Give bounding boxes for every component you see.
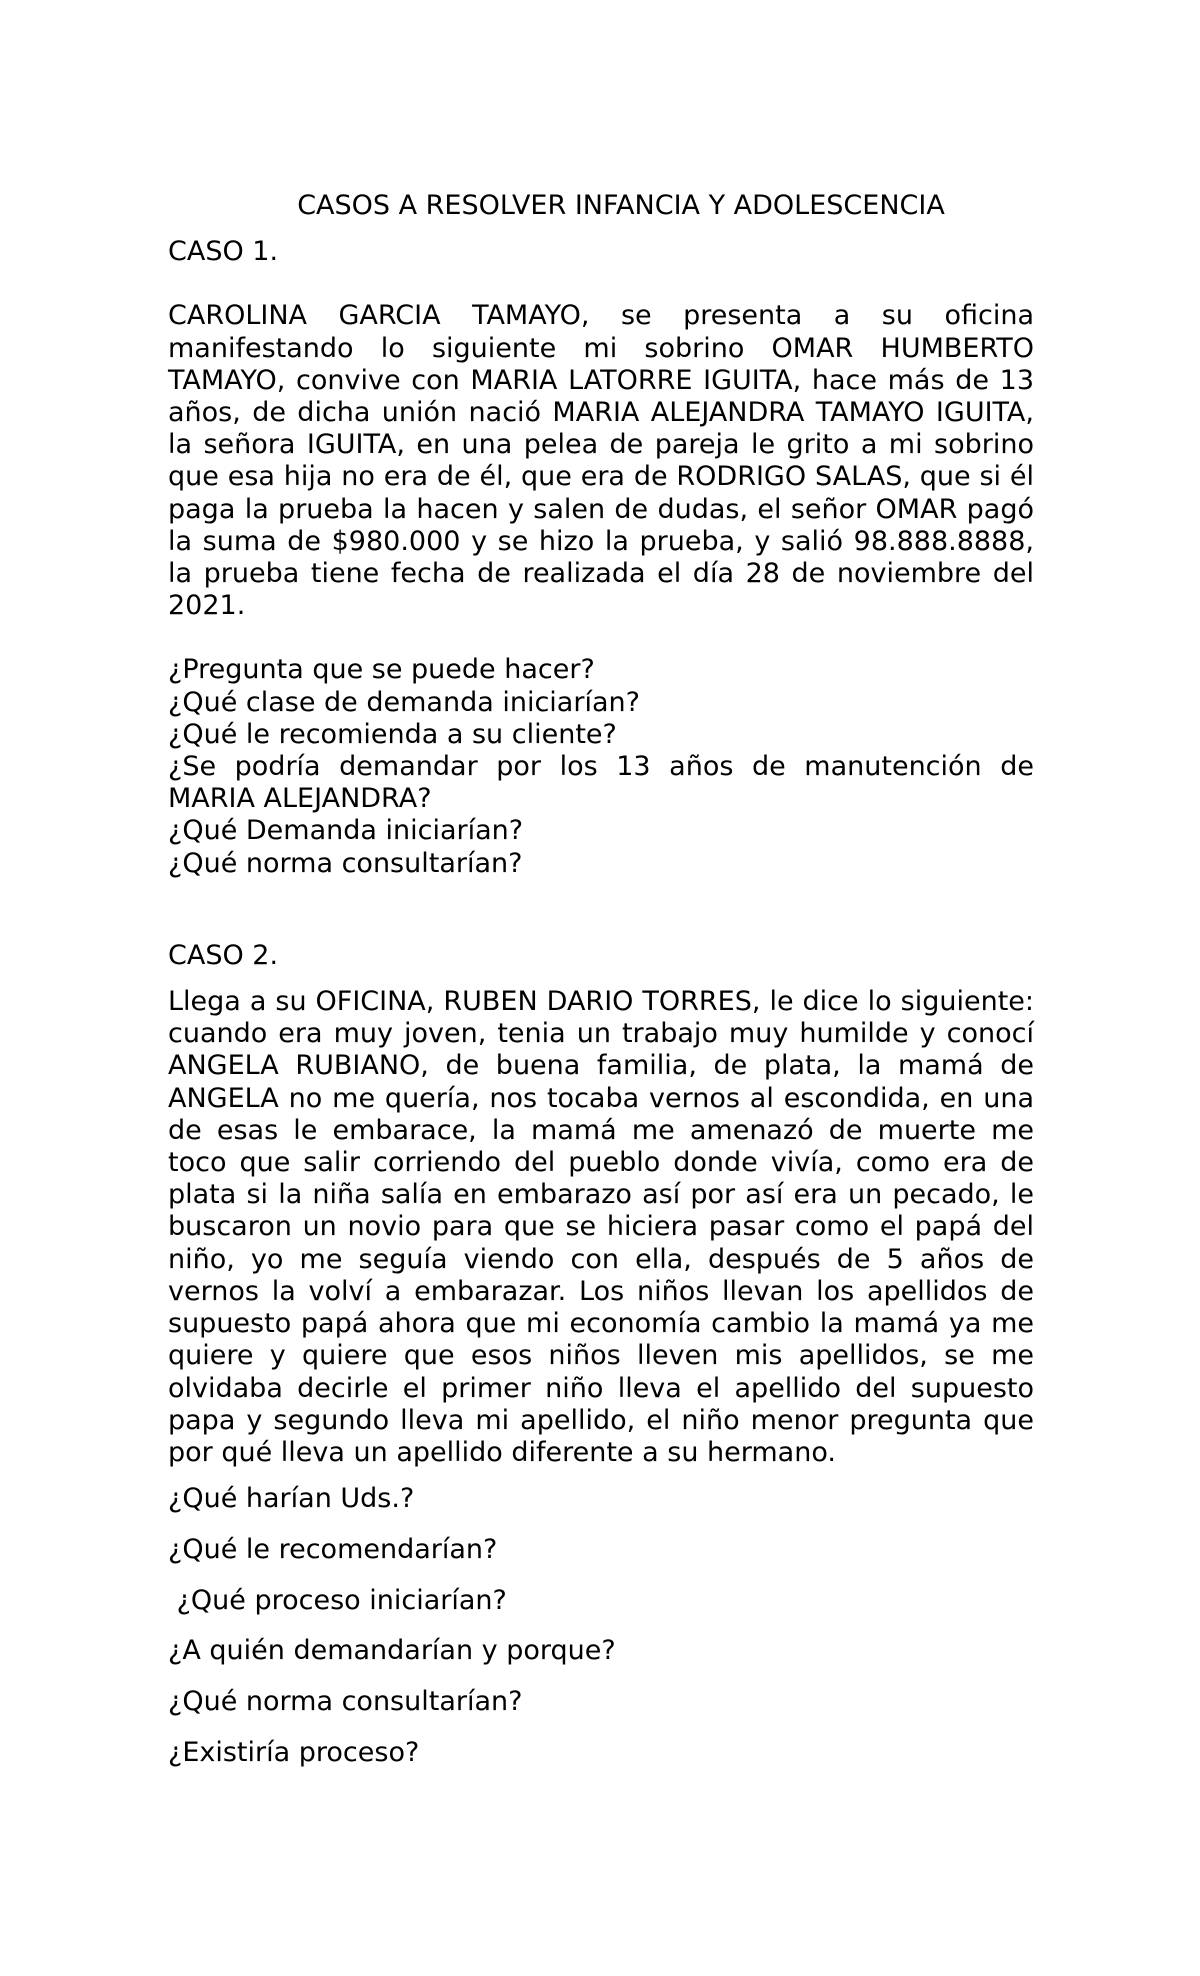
case-2-heading: CASO 2. [168, 939, 279, 971]
case-1-body: CAROLINA GARCIA TAMAYO, se presenta a su oficina manifestando lo siguiente mi sobrino OMAR HUMBERTO TAMAYO, convive con MARIA LATORRE IGUITA, hace más de 13 años, de dicha unión nació MARIA ALEJANDRA TAMAYO IGUITA, la señora IGUITA, en una pelea de pareja le grito a mi sobrino que esa hija no era de él, que era de RODRIGO SALAS, que si él paga la prueba la hacen y salen de dudas, el señor OMAR pagó la suma de $980.000 y se hizo la prueba, y salió 98.888.8888, la prueba tiene fecha de realizada el día 28 de noviembre del 2021. [168, 300, 1034, 622]
case-1-question: ¿Qué le recomienda a su cliente? [168, 718, 617, 750]
case-1-questions [168, 654, 1034, 879]
case-2-question: ¿Qué proceso iniciarían? [168, 1584, 507, 1616]
case-1-heading: CASO 1. [168, 236, 279, 268]
case-2-questions [168, 1483, 1034, 1769]
case-1-question: ¿Se podría demandar por los 13 años de manutención de MARIA ALEJANDRA? [168, 751, 1034, 815]
case-1-question: ¿Qué norma consultarían? [168, 847, 523, 879]
case-2-question: ¿Existiría proceso? [168, 1736, 420, 1768]
document-page [168, 190, 1034, 1787]
case-2-question: ¿Qué norma consultarían? [168, 1685, 523, 1717]
document-title: CASOS A RESOLVER INFANCIA Y ADOLESCENCIA [297, 190, 945, 221]
case-2-question: ¿Qué harían Uds.? [168, 1483, 415, 1515]
spacer [168, 1469, 1034, 1483]
case-1-question: ¿Qué clase de demanda iniciarían? [168, 686, 640, 718]
case-2-body: Llega a su OFICINA, RUBEN DARIO TORRES, le dice lo siguiente: cuando era muy joven, tenia un trabajo muy humilde y conocí ANGELA RUBIANO, de buena familia, de plata, la mamá de ANGELA no me quería, nos tocaba vernos al escondida, en una de esas le embarace, la mamá me amenazó de muerte me toco que salir corriendo del pueblo donde vivía, como era de plata si la niña salía en embarazo así por así era un pecado, le buscaron un novio para que se hiciera pasar como el papá del niño, yo me seguía viendo con ella, después de 5 años de vernos la volví a embarazar. Los niños llevan los apellidos de supuesto papá ahora que mi economía cambio la mamá ya me quiere y quiere que esos niños lleven mis apellidos, se me olvidaba decirle el primer niño lleva el apellido del supuesto papa y segundo lleva mi apellido, el niño menor pregunta que por qué lleva un apellido diferente a su hermano. [168, 986, 1034, 1468]
spacer [168, 880, 1034, 940]
spacer [168, 622, 1034, 654]
spacer [168, 268, 1034, 300]
case-1-question: ¿Pregunta que se puede hacer? [168, 654, 595, 686]
case-2-question: ¿Qué le recomendarían? [168, 1533, 498, 1565]
spacer [168, 972, 1034, 986]
case-1-question: ¿Qué Demanda iniciarían? [168, 815, 524, 847]
case-2-question: ¿A quién demandarían y porque? [168, 1635, 616, 1667]
